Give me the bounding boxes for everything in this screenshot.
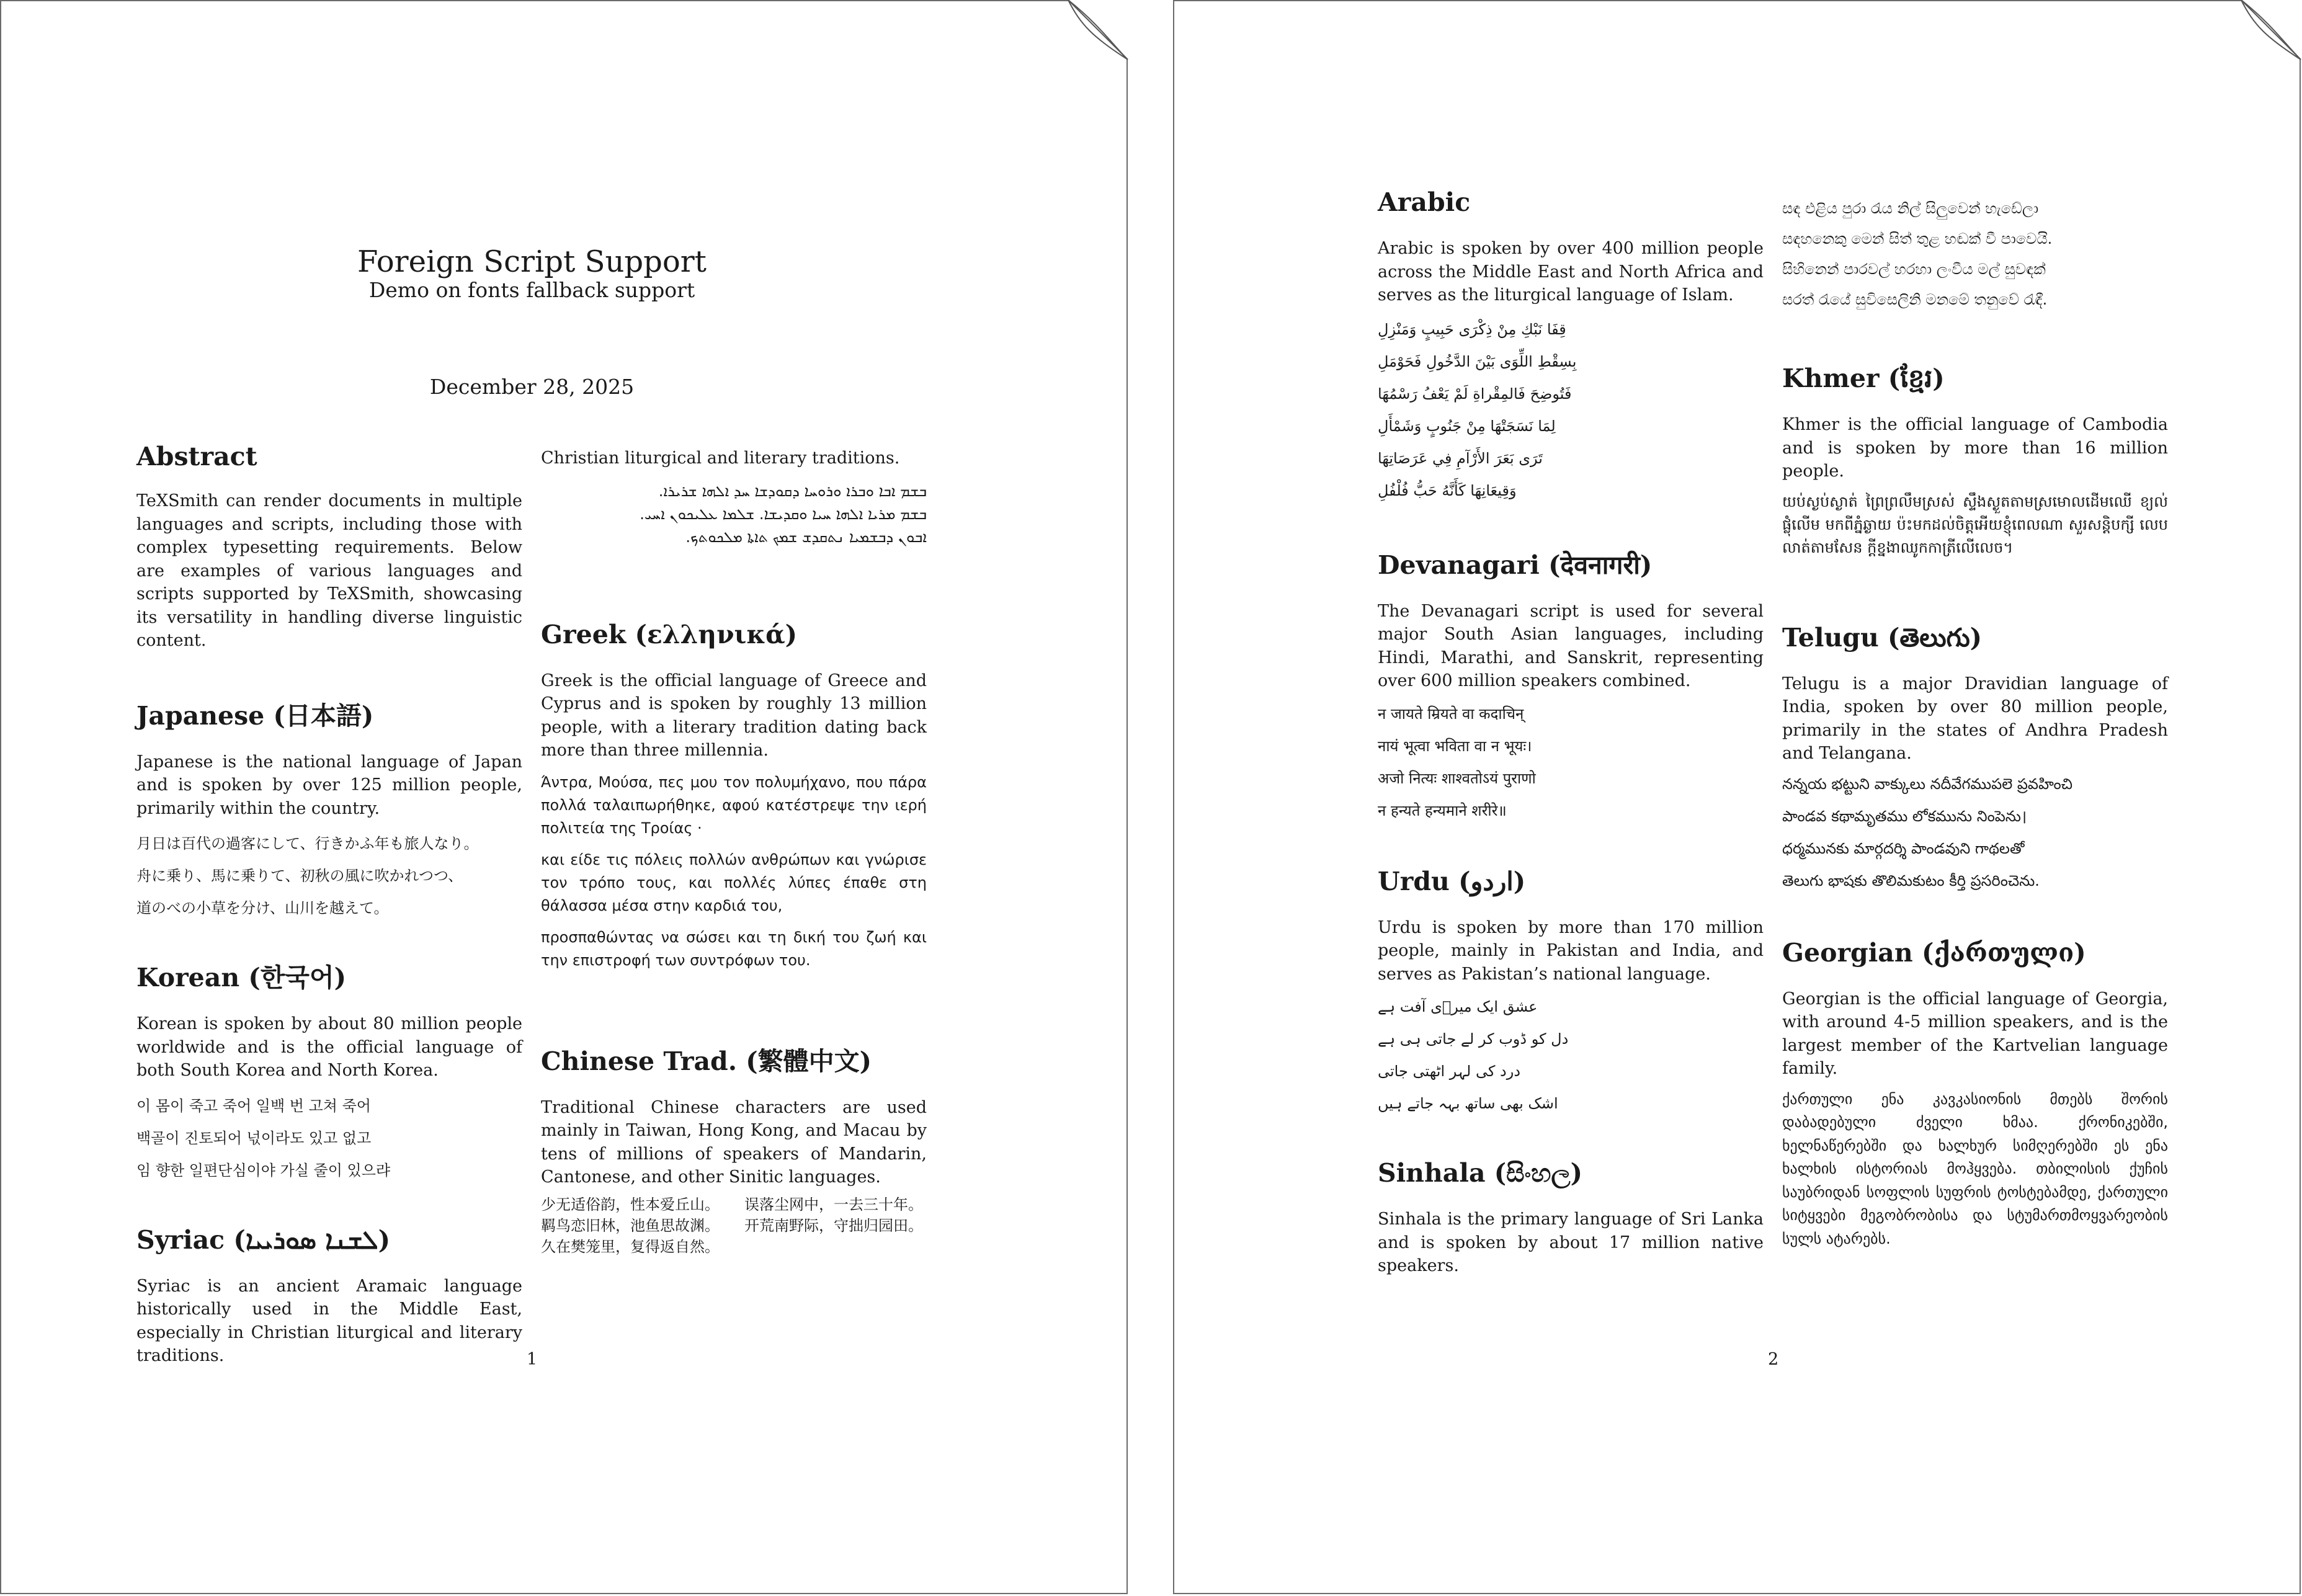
greek-sample (541, 771, 927, 972)
japanese-sample (136, 827, 522, 924)
devanagari-sample (1378, 698, 1764, 827)
georgian-heading: Georgian (ქართული) (1782, 937, 2086, 968)
khmer-heading: Khmer (ខ្មែរ) (1782, 363, 1945, 393)
sample-line: नायं भूत्वा भविता वा न भूयः। (1378, 737, 1532, 755)
sample-line: وَقِيعَانِهَا كَأَنَّهُ حَبُّ فُلْفُلِ (1378, 481, 1517, 499)
sample-line: προσπαθώντας να σώσει και τη δική του ζωή και την επιστροφή των συντρόφων του. (541, 928, 927, 969)
georgian-sample: ქართული ენა კავკასიონის მთებს შორის დაბადებული ძველი ხმაა. ქრონიკებში, ხელნაწერებში და ხალხურ სიმღერებში ეს ენა ხალხის ისტორიას მოჰყვება. თბილისის ქუჩის საუბრიდან სოფლის სუფრის ტოსტებამდე, ქართული სიტყვები მეგობრობისა და სტუმართმოყვარეობის სულს ატარებს. (1782, 1090, 2168, 1247)
right-column (541, 447, 927, 1257)
japanese-text: Japanese is the national language of Japan and is spoken by over 125 million people, primarily within the country. (136, 752, 522, 818)
sample-line: සිහිනෙන් පාරවල් හරහා ලංවීය මල් සුවඳක් (1782, 261, 2046, 278)
urdu-heading: Urdu (اردو) (1378, 866, 1526, 896)
greek-text: Greek is the official language of Greece and Cyprus and is spoken by roughly 13 million people, with a literary tradition dating back more than three millennia. (541, 671, 927, 760)
sample-line: تَرَى بَعَرَ الأَرْآمِ فِي عَرَصَاتِهَا (1378, 449, 1543, 467)
page-1 (0, 0, 1128, 1594)
arabic-text: Arabic is spoken by over 400 million people across the Middle East and North Africa and serves as the liturgical language of Islam. (1378, 239, 1764, 305)
page-fold-icon (2241, 0, 2301, 60)
document-subtitle: Demo on fonts fallback support (368, 278, 695, 302)
page-2 (1173, 0, 2301, 1594)
sample-line: සඳ එළිය පුරා රැය නිල් සිලුවෙන් හැඩේලා (1782, 200, 2039, 217)
syriac-sample (541, 480, 927, 549)
korean-sample (136, 1090, 522, 1187)
sample-line: 임 향한 일편단심이야 가실 줄이 있으랴 (136, 1161, 391, 1179)
korean-text: Korean is spoken by about 80 million people worldwide and is the official language of both South Korea and North Korea. (136, 1014, 522, 1080)
syriac-text-part1: Syriac is an ancient Aramaic language historically used in the Middle East, especially in Christian liturgical and literary traditions. (136, 1276, 522, 1365)
left-column (1378, 186, 1764, 1278)
chinese-heading: Chinese Trad. (繁體中文) (541, 1046, 872, 1076)
abstract-heading: Abstract (136, 442, 257, 471)
sinhala-heading: Sinhala (සිංහල) (1378, 1158, 1583, 1188)
page-fold-icon (1068, 0, 1128, 60)
sample-line: සරත් රැයේ සුවිසෙලිනි මනමේ තනුවේ රැඳී. (1782, 291, 2048, 308)
arabic-sample (1378, 313, 1764, 507)
japanese-heading: Japanese (日本語) (136, 700, 374, 731)
khmer-sample: យប់ស្ងប់ស្ងាត់ ព្រៃព្រលឹមស្រស់ ស្ទឹងស្ងួតតាមស្រមោលដើមឈើ ខ្យល់ផ្លុំលើម មកពីភ្នំឆ្ងាយ ប៉ះមកដល់ចិត្តអើយខ្ញុំពេលណា សួរសន្តិបក្សី លេបលាត់តាមសែន ក្តីខ្នងាឈូកកាត្រីលើលេច។ (1782, 493, 2168, 556)
sample-line: 久在樊笼里，复得返自然。 (541, 1237, 720, 1255)
page-number: 1 (527, 1350, 538, 1369)
sample-line: 舟に乗り、馬に乗りて、初秋の風に吹かれつつ、 (136, 867, 463, 885)
sinhala-sample (1782, 194, 2168, 315)
korean-heading: Korean (한국어) (136, 963, 347, 992)
sample-line: 误落尘网中，一去三十年。 (744, 1195, 923, 1213)
sample-line: 开荒南野际，守拙归园田。 (744, 1216, 923, 1234)
sample-line: اشک بھی ساتھ بہہ جاتے ہیں (1378, 1095, 1558, 1112)
abstract-text: TeXSmith can render documents in multiple languages and scripts, including those with complex typesetting requirements. Below are examples of various languages and scripts supported by TeXSmith, showcasing its versatility in handling diverse linguistic content. (136, 491, 522, 650)
sample-line: සඳහනෙකු මෙන් සිත් තුළ හඬක් වී පාවෙයි. (1782, 230, 2053, 247)
sample-line: فَتُوضِحَ فَالمِقْراةِ لَمْ يَعْفُ رَسْمُهَا (1378, 385, 1572, 403)
arabic-heading: Arabic (1378, 187, 1471, 217)
document-date: December 28, 2025 (429, 375, 635, 399)
sample-line: Άντρα, Μούσα, πες μου τον πολυμήχανο, που πάρα πολλά ταλαιπωρήθηκε, αφού κατέστρεψε την ιερή πολιτεία της Τροίας · (541, 773, 927, 837)
chinese-text: Traditional Chinese characters are used mainly in Taiwan, Hong Kong, and Macau by tens of millions of speakers of Mandarin, Cantonese, and other Sinitic languages. (541, 1097, 927, 1187)
sample-line: لِمَا نَسَجَتْهَا مِنْ جَنُوبٍ وَشَمْأَلِ (1378, 417, 1556, 435)
page-number: 2 (1768, 1350, 1779, 1369)
devanagari-text: The Devanagari script is used for several major South Asian languages, including Hindi, Marathi, and Sanskrit, representing over 600 million speakers combined. (1378, 601, 1764, 690)
greek-heading: Greek (ελληνικά) (541, 619, 798, 649)
urdu-sample (1378, 991, 1764, 1120)
telugu-text: Telugu is a major Dravidian language of India, spoken by over 80 million people, primarily in the states of Andhra Pradesh and Telangana. (1782, 674, 2168, 763)
sample-line: قِفَا نَبْكِ مِنْ ذِكْرَى حَبِيبٍ وَمَنْزِلِ (1378, 320, 1566, 338)
georgian-text: Georgian is the official language of Georgia, with around 4-5 million speakers, and is the largest member of the Kartvelian language family. (1782, 989, 2168, 1078)
right-column (1782, 194, 2168, 1250)
sample-line: 道のべの小草を分け、山川を越えて。 (136, 899, 389, 917)
sample-line: తెలుగు భాషకు తొలిమకుటం కీర్తి ప్రసరించెను. (1782, 872, 2040, 889)
sample-line: και είδε τις πόλεις πολλών ανθρώπων και γνώρισε τον τρόπο τους, και πολλές λύπες έπαθε στη θάλασσα μέσα στην καρδιά του, (541, 850, 927, 914)
urdu-text: Urdu is spoken by more than 170 million people, mainly in Pakistan and India, and serves as Pakistan’s national language. (1378, 917, 1764, 984)
left-column (136, 440, 522, 1365)
sample-line: 月日は百代の過客にして、行きかふ年も旅人なり。 (136, 835, 479, 852)
sample-line: 羁鸟恋旧林，池鱼思故渊。 (541, 1216, 720, 1234)
sample-line: न जायते म्रियते वा कदाचिन् (1378, 705, 1524, 723)
devanagari-heading: Devanagari (देवनागरी) (1378, 550, 1653, 580)
sample-line: పాండవ కథామృతము లోకమును నింపెను। (1782, 807, 2027, 825)
sinhala-text: Sinhala is the primary language of Sri Lanka and is spoken by about 17 million native speakers. (1378, 1210, 1764, 1275)
sample-line: 이 몸이 죽고 죽어 일백 번 고쳐 죽어 (136, 1097, 371, 1115)
chinese-sample (541, 1194, 927, 1257)
chinese-sample-left (541, 1194, 720, 1257)
document-title: Foreign Script Support (357, 244, 707, 279)
sample-line: عشق ایک میرؔی آفت ہے (1378, 998, 1538, 1015)
sample-line: ܒܫܡ ܐܒܐ ܘܒܪܐ ܘܪܘܚܐ ܕܩܘܕܫܐ ܚܕ ܐܠܗܐ ܫܪܝܪܐ. (658, 482, 927, 500)
sample-line: 백골이 진토되어 넋이라도 있고 없고 (136, 1129, 372, 1147)
sample-line: ధర్మమునకు మార్గదర్శి పాండవుని గాథలతో (1782, 839, 2025, 857)
sample-line: నన్నయ భట్టుని వాక్కులు నదీవేగముపలె ప్రవహించి (1782, 775, 2073, 793)
sample-line: न हन्यते हन्यमाने शरीरे॥ (1378, 801, 1507, 819)
telugu-heading: Telugu (తెలుగు) (1782, 622, 1983, 653)
telugu-sample (1782, 768, 2168, 897)
sample-line: 少无适俗韵，性本爱丘山。 (541, 1195, 720, 1213)
sample-line: بِسِقْطِ اللِّوَى بَيْنَ الدَّخُولِ فَحَوْمَلِ (1378, 352, 1577, 370)
sample-line: अजो नित्यः शाश्वतोऽयं पुराणो (1378, 769, 1536, 787)
sample-line: دل کو ڈوب کر لے جاتی ہی ہے (1378, 1030, 1569, 1048)
syriac-text-continued: Christian liturgical and literary traditions. (541, 448, 900, 468)
sample-line: ܐܒܘܢ ܕܒܫܡܝܐ ܢܬܩܕܫ ܫܡܟ ܬܐܬܐ ܡܠܟܘܬܟ. (685, 528, 927, 546)
sample-line: ܒܫܡ ܡܪܝܐ ܐܠܗܐ ܚܝܐ ܘܩܕܝܫܐ. ܫܠܡܐ ܥܠܝܟܘܢ ܐܚܝ. (640, 505, 927, 523)
chinese-sample-right (744, 1194, 923, 1257)
syriac-heading: Syriac (ܠܫܢܐ ܣܘܪܝܝܐ) (136, 1224, 390, 1255)
khmer-text: Khmer is the official language of Cambodia and is spoken by more than 16 million people. (1782, 415, 2168, 481)
sample-line: درد کی لہر اٹھتی جاتی (1378, 1063, 1521, 1080)
